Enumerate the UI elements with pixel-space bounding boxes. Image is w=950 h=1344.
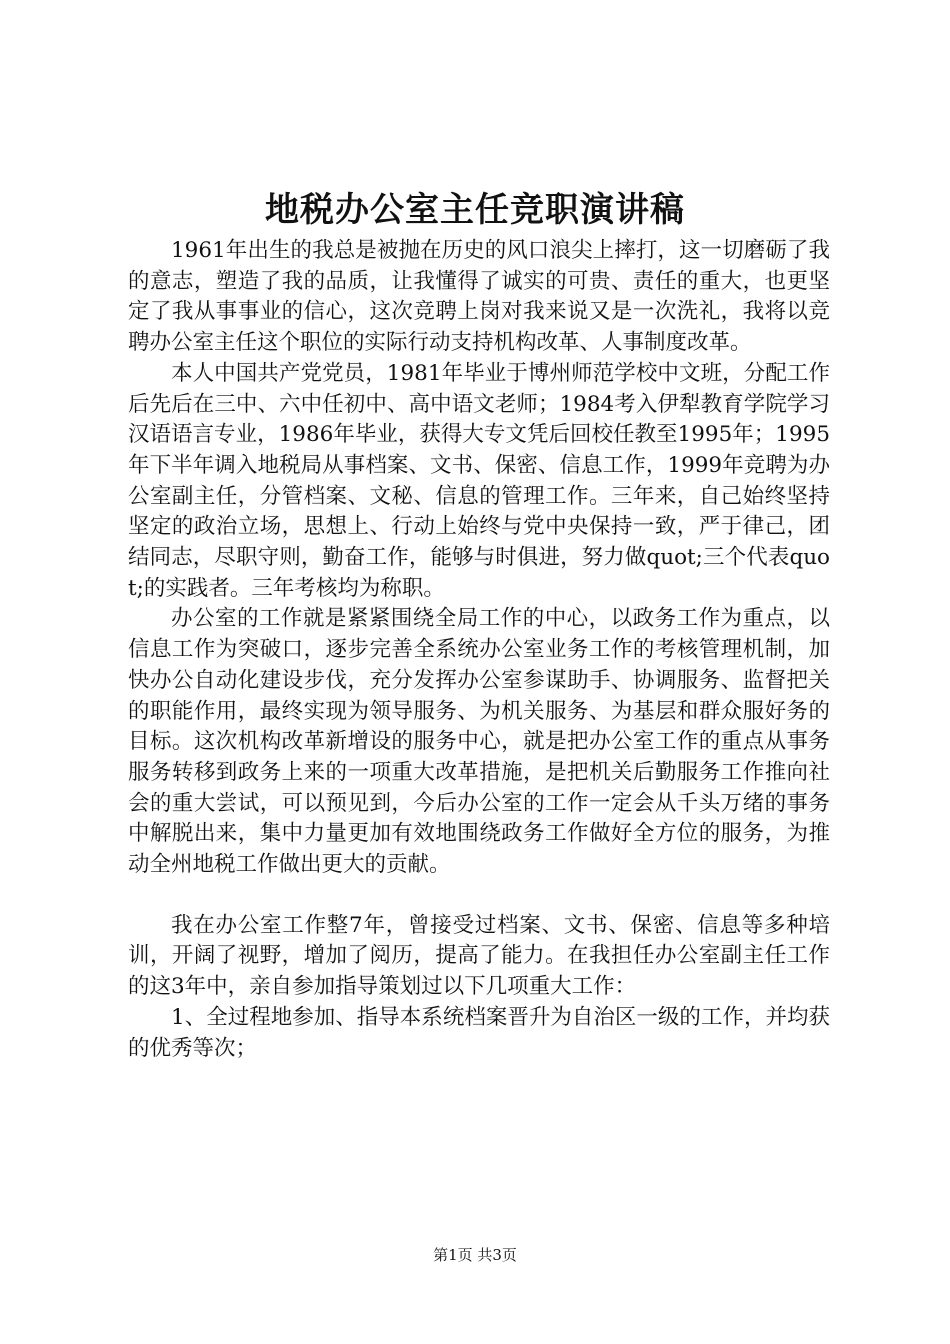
paragraph-5: 1、全过程地参加、指导本系统档案晋升为自治区一级的工作，并均获的优秀等次；	[128, 1004, 830, 1061]
paragraph-3: 办公室的工作就是紧紧围绕全局工作的中心，以政务工作为重点，以信息工作为突破口，逐步完善全系统办公室业务工作的考核管理机制，加快办公自动化建设步伐，充分发挥办公室参谋助手、协调服务、监督把关的职能作用，最终实现为领导服务、为机关服务、为基层和群众服好务的目标。这次机构改革新增设的服务中心，就是把办公室工作的重点从事务服务转移到政务上来的一项重大改革措施，是把机关后勤服务工作推向社会的重大尝试，可以预见到，今后办公室的工作一定会从千头万绪的事务中解脱出来，集中力量更加有效地围绕政务工作做好全方位的服务，为推动全州地税工作做出更大的贡献。	[128, 606, 830, 878]
document-body	[128, 236, 830, 1064]
paragraph-4: 我在办公室工作整7年，曾接受过档案、文书、保密、信息等多种培训，开阔了视野，增加了阅历，提高了能力。在我担任办公室副主任工作的这3年中，亲自参加指导策划过以下几项重大工作：	[128, 912, 830, 1000]
document-title: 地税办公室主任竞职演讲稿	[265, 190, 685, 230]
paragraph-1: 1961年出生的我总是被抛在历史的风口浪尖上摔打，这一切磨砺了我的意志，塑造了我的品质，让我懂得了诚实的可贵、责任的重大，也更坚定了我从事事业的信心，这次竞聘上岗对我来说又是一次洗礼，我将以竞聘办公室主任这个职位的实际行动支持机构改革、人事制度改革。	[128, 238, 830, 356]
paragraph-2: 本人中国共产党党员，1981年毕业于博州师范学校中文班，分配工作后先后在三中、六中任初中、高中语文老师；1984考入伊犁教育学院学习汉语语言专业，1986年毕业，获得大专文凭后回校任教至1995年；1995年下半年调入地税局从事档案、文书、保密、信息工作，1999年竞聘为办公室副主任，分管档案、文秘、信息的管理工作。三年来，自己始终坚持坚定的政治立场，思想上、行动上始终与党中央保持一致，严于律己，团结同志，尽职守则，勤奋工作，能够与时俱进，努力做quot;三个代表quot;的实践者。三年考核均为称职。	[128, 360, 830, 601]
paragraph-gap	[128, 881, 830, 911]
page-footer: 第1页 共3页	[433, 1246, 517, 1264]
